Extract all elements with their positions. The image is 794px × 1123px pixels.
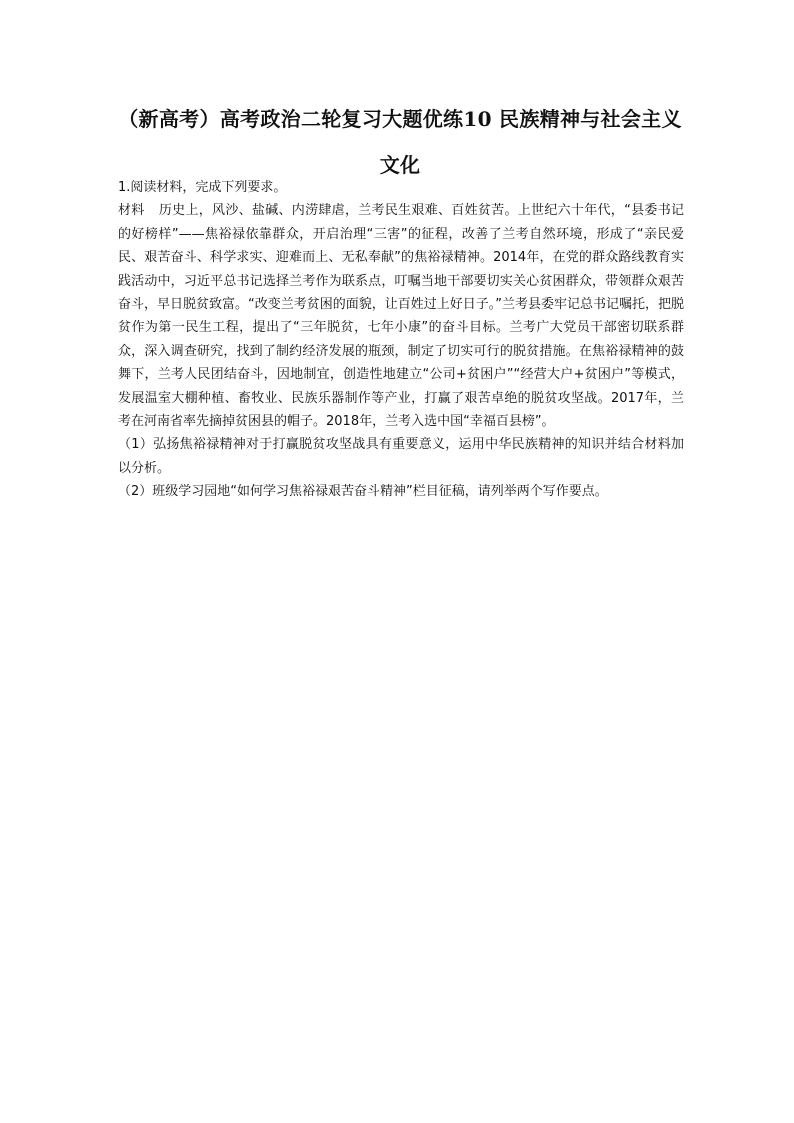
question-body	[118, 176, 684, 504]
question-intro: 1.阅读材料，完成下列要求。	[118, 180, 287, 195]
material-label: 材料	[118, 203, 145, 219]
document-title: （新高考）高考政治二轮复习大题优练10 民族精神与社会主义文化	[118, 107, 682, 177]
material-text: 历史上，风沙、盐碱、内涝肆虐，兰考民生艰难、百姓贫苦。上世纪六十年代，“县委书记的好榜样”——焦裕禄依靠群众，开启治理“三害”的征程，改善了兰考自然环境，形成了“亲民爱民、艰苦奋斗、科学求实、迎难而上、无私奉献”的焦裕禄精神。2014年，在党的群众路线教育实践活动中，习近平总书记选择兰考作为联系点，叮嘱当地干部要切实关心贫困群众，带领群众艰苦奋斗，早日脱贫致富。“改变兰考贫困的面貌，让百姓过上好日子。”兰考县委牢记总书记嘱托，把脱贫作为第一民生工程，提出了“三年脱贫，七年小康”的奋斗目标。兰考广大党员干部密切联系群众，深入调查研究，找到了制约经济发展的瓶颈，制定了切实可行的脱贫措施。在焦裕禄精神的鼓舞下，兰考人民团结奋斗，因地制宜，创造性地建立“公司+贫困户”“经营大户+贫困户”等模式，发展温室大棚种植、畜牧业、民族乐器制作等产业，打赢了艰苦卓绝的脱贫攻坚战。2017年，兰考在河南省率先摘掉贫困县的帽子。2018年，兰考入选中国“幸福百县榜”。	[118, 203, 684, 430]
sub-question-1: （1）弘扬焦裕禄精神对于打赢脱贫攻坚战具有重要意义，运用中华民族精神的知识并结合材料加以分析。	[118, 437, 684, 476]
material-paragraph	[118, 199, 684, 433]
sub-question-2: （2）班级学习园地“如何学习焦裕禄艰苦奋斗精神”栏目征稿，请列举两个写作要点。	[118, 484, 608, 500]
